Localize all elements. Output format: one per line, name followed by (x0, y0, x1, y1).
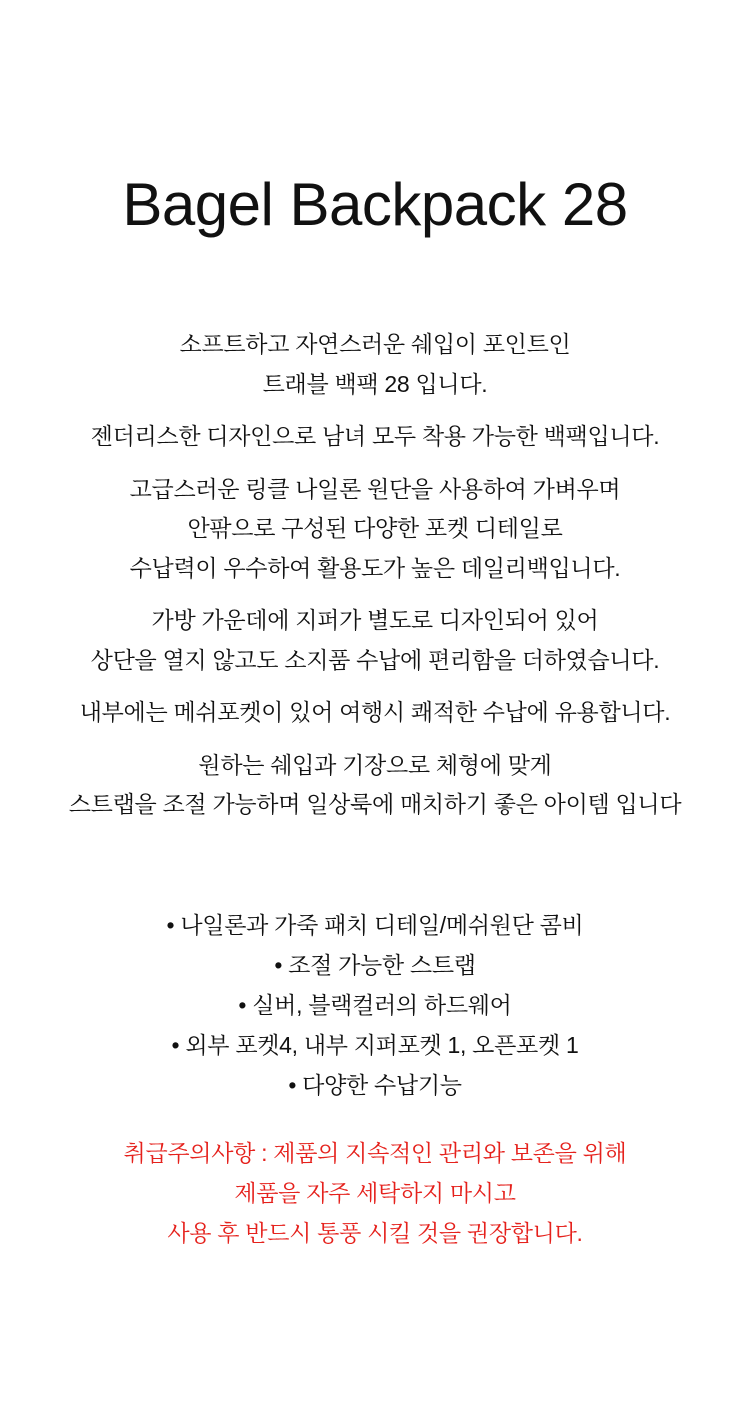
description-line: 고급스러운 링클 나일론 원단을 사용하여 가벼우며 (129, 475, 621, 502)
feature-item: • 조절 가능한 스트랩 (274, 952, 476, 978)
care-notice-line: 취급주의사항 : 제품의 지속적인 관리와 보존을 위해 (123, 1140, 627, 1166)
description-paragraph (0, 693, 750, 733)
description-line: 상단을 열지 않고도 소지품 수납에 편리함을 더하였습니다. (90, 646, 660, 673)
description-line: 수납력이 우수하여 활용도가 높은 데일리백입니다. (129, 554, 621, 581)
description-paragraph (0, 601, 750, 680)
feature-item: • 실버, 블랙컬러의 하드웨어 (238, 992, 512, 1018)
description-paragraph (0, 325, 750, 404)
care-notice (0, 1133, 750, 1253)
product-description (0, 325, 750, 838)
description-line: 소프트하고 자연스러운 쉐입이 포인트인 (179, 331, 571, 357)
description-paragraph (0, 470, 750, 589)
description-paragraph (0, 746, 750, 825)
feature-item: • 외부 포켓4, 내부 지퍼포켓 1, 오픈포켓 1 (171, 1032, 579, 1058)
description-line: 안팎으로 구성된 다양한 포켓 디테일로 (187, 515, 563, 541)
page-title: Bagel Backpack 28 (122, 171, 628, 238)
description-line: 트래블 백팩 28 입니다. (262, 370, 488, 397)
feature-list (0, 905, 750, 1105)
care-notice-line: 제품을 자주 세탁하지 마시고 (234, 1180, 516, 1206)
care-notice-line: 사용 후 반드시 통풍 시킬 것을 권장합니다. (167, 1220, 583, 1246)
feature-item: • 다양한 수납기능 (288, 1072, 462, 1098)
description-line: 원하는 쉐입과 기장으로 체형에 맞게 (198, 751, 552, 778)
description-line: 스트랩을 조절 가능하며 일상룩에 매치하기 좋은 아이템 입니다 (68, 791, 682, 817)
description-line: 젠더리스한 디자인으로 남녀 모두 착용 가능한 백팩입니다. (90, 423, 660, 449)
description-line: 가방 가운데에 지퍼가 별도로 디자인되어 있어 (151, 607, 599, 633)
description-line: 내부에는 메쉬포켓이 있어 여행시 쾌적한 수납에 유용합니다. (79, 699, 671, 725)
description-paragraph (0, 417, 750, 457)
title-section (0, 170, 750, 240)
feature-item: • 나일론과 가죽 패치 디테일/메쉬원단 콤비 (166, 912, 584, 938)
